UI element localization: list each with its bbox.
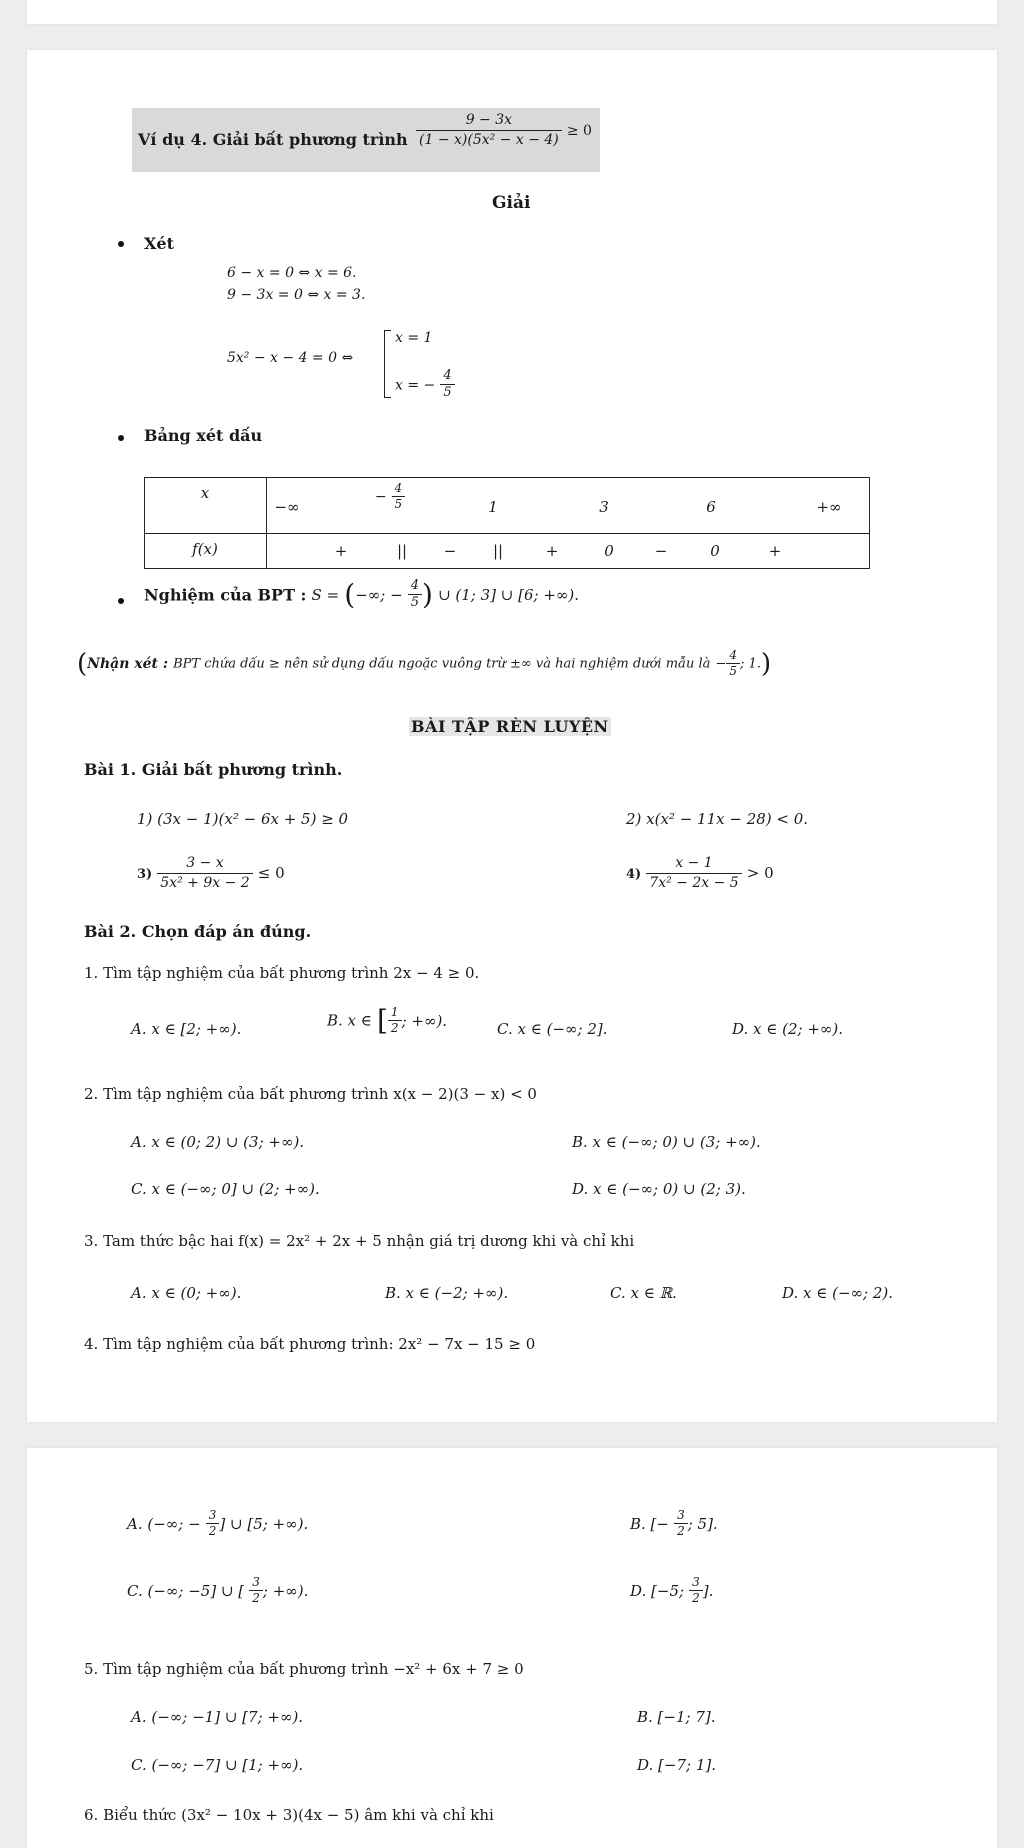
sign-table-value-1: 1 xyxy=(488,498,498,516)
q5-option-a: A. (−∞; −1] ∪ [7; +∞). xyxy=(131,1708,304,1726)
sign-table-column-divider xyxy=(266,478,267,568)
equation-1: 6 − x = 0 ⇔ x = 6. xyxy=(227,265,357,281)
equation-2: 9 − 3x = 0 ⇔ x = 3. xyxy=(227,287,366,303)
q1-option-c: C. x ∈ (−∞; 2]. xyxy=(497,1020,608,1038)
sign-table-value-pos-inf: +∞ xyxy=(816,498,842,516)
question-2: 2. Tìm tập nghiệm của bất phương trình x(x − 2)(3 − x) < 0 xyxy=(84,1085,537,1103)
q4-option-a: A. (−∞; − $\frac{3}{2}$ ] ∪ [5; +∞). xyxy=(127,1508,309,1538)
document-page-2 xyxy=(27,1448,997,1848)
case-brace xyxy=(384,330,391,398)
sign-table-value-neg-4-5: − $\frac{4}{5}$ xyxy=(375,481,405,513)
q1-option-d: D. x ∈ (2; +∞). xyxy=(732,1020,844,1038)
q4-option-c: C. (−∞; −5] ∪ [ $\frac{3}{2}$ ; +∞). xyxy=(127,1575,309,1605)
q3-option-d: D. x ∈ (−∞; 2). xyxy=(782,1284,894,1302)
q2-option-a: A. x ∈ (0; 2) ∪ (3; +∞). xyxy=(131,1133,305,1151)
solution-title: Giải xyxy=(492,193,531,213)
question-6-partial: 6. Biểu thức (3x² − 10x + 3)(4x − 5) âm khi và chỉ khi xyxy=(84,1806,494,1824)
q5-option-b: B. [−1; 7]. xyxy=(637,1708,716,1726)
example-inequality: $\frac{9 - 3x}{\text{(1 − x)(5x² − x − 4)}}$ ≥ 0 xyxy=(416,112,592,149)
sign-plus: + xyxy=(545,542,559,560)
question-5: 5. Tìm tập nghiệm của bất phương trình −x² + 6x + 7 ≥ 0 xyxy=(84,1660,524,1678)
q3-option-b: B. x ∈ (−2; +∞). xyxy=(385,1284,509,1302)
q1-option-a: A. x ∈ [2; +∞). xyxy=(131,1020,242,1038)
q2-option-c: C. x ∈ (−∞; 0] ∪ (2; +∞). xyxy=(131,1180,320,1198)
question-1: 1. Tìm tập nghiệm của bất phương trình 2x − 4 ≥ 0. xyxy=(84,964,480,982)
bai1-problem-2: 2) x(x² − 11x − 28) < 0. xyxy=(626,810,809,828)
sign-table-value-3: 3 xyxy=(599,498,609,516)
previous-page-fragment xyxy=(27,0,997,24)
q5-option-d: D. [−7; 1]. xyxy=(637,1756,716,1774)
equation-3-left: 5x² − x − 4 = 0 ⇔ xyxy=(227,350,354,366)
sign-table-f-label: f(x) xyxy=(192,540,218,558)
bai1-problem-3: 3) $\frac{3 - x}{\text{5x² + 9x − 2}}$ ≤ 0 xyxy=(137,855,285,891)
q1-option-b: B. x ∈ [ $\frac{1}{2}$ ; +∞). xyxy=(327,1003,448,1037)
sign-table-row-divider xyxy=(145,533,869,534)
q4-option-d: D. [−5; $\frac{3}{2}$ ]. xyxy=(630,1575,714,1605)
sign-undefined: || xyxy=(396,542,408,560)
q2-option-b: B. x ∈ (−∞; 0) ∪ (3; +∞). xyxy=(572,1133,761,1151)
q5-option-c: C. (−∞; −7] ∪ [1; +∞). xyxy=(131,1756,304,1774)
question-4: 4. Tìm tập nghiệm của bất phương trình: 2x² − 7x − 15 ≥ 0 xyxy=(84,1335,536,1353)
sign-minus: − xyxy=(654,542,668,560)
remark: (Nhận xét : BPT chứa dấu ≥ nên sử dụng dấu ngoặc vuông trừ ±∞ và hai nghiệm dưới mẫu là − $\frac{4}{5}$ ; 1.) xyxy=(77,648,772,679)
sign-zero: 0 xyxy=(710,542,720,560)
solution-set: Nghiệm của BPT : S = (−∞; − $\frac{4}{5}$ ) ∪ (1; 3] ∪ [6; +∞). xyxy=(144,578,580,612)
sign-table-x-label: x xyxy=(200,484,210,502)
equation-3-case1: x = 1 xyxy=(395,330,433,346)
question-3: 3. Tam thức bậc hai f(x) = 2x² + 2x + 5 nhận giá trị dương khi và chỉ khi xyxy=(84,1232,635,1250)
sign-plus: + xyxy=(334,542,348,560)
bai1-problem-4: 4) $\frac{x - 1}{\text{7x² − 2x − 5}}$ > 0 xyxy=(626,855,774,891)
sign-table-value-neg-inf: −∞ xyxy=(274,498,300,516)
example-title: Ví dụ 4. Giải bất phương trình xyxy=(138,130,408,149)
sign-zero: 0 xyxy=(604,542,614,560)
document-page xyxy=(27,50,997,1422)
sign-table xyxy=(144,477,870,569)
exercises-title: BÀI TẬP RÈN LUYỆN xyxy=(411,717,609,736)
equation-3-case2: x = − $\frac{4}{5}$ xyxy=(395,368,455,402)
bai2-title: Bài 2. Chọn đáp án đúng. xyxy=(84,922,312,941)
bullet-icon xyxy=(118,241,124,247)
sign-minus: − xyxy=(443,542,457,560)
bullet-icon xyxy=(118,598,124,604)
q3-option-a: A. x ∈ (0; +∞). xyxy=(131,1284,242,1302)
bai1-title: Bài 1. Giải bất phương trình. xyxy=(84,760,343,779)
consider-label: Xét xyxy=(144,234,174,253)
q3-option-c: C. x ∈ ℝ. xyxy=(610,1284,677,1302)
sign-table-label: Bảng xét dấu xyxy=(144,426,263,445)
example-header xyxy=(132,108,600,172)
sign-undefined: || xyxy=(492,542,504,560)
bai1-problem-1: 1) (3x − 1)(x² − 6x + 5) ≥ 0 xyxy=(137,810,349,828)
sign-table-value-6: 6 xyxy=(706,498,716,516)
sign-plus: + xyxy=(768,542,782,560)
q4-option-b: B. [− $\frac{3}{2}$ ; 5]. xyxy=(630,1508,718,1538)
bullet-icon xyxy=(118,435,124,441)
q2-option-d: D. x ∈ (−∞; 0) ∪ (2; 3). xyxy=(572,1180,746,1198)
